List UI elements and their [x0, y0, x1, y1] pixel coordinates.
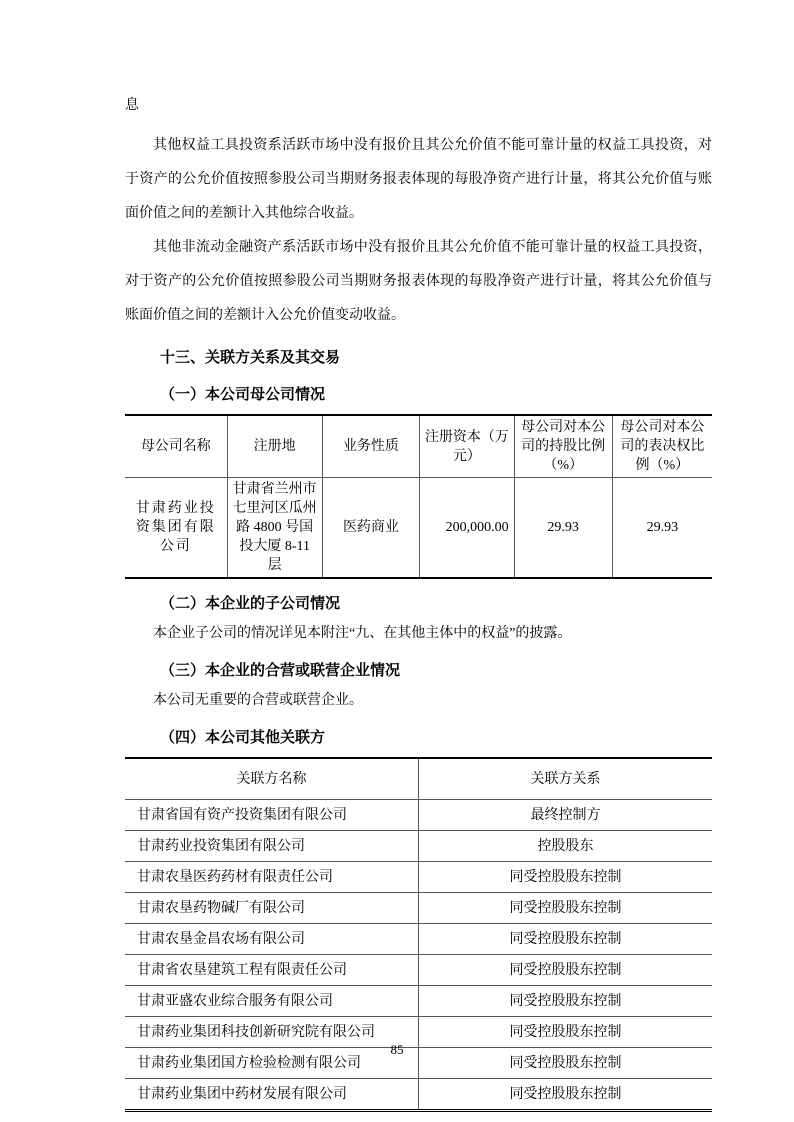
- header-parent-company-name: 母公司名称: [140, 439, 211, 454]
- subsection-heading-parent-company: （一）本公司母公司情况: [160, 387, 326, 403]
- related-party-name-cell: 甘肃农垦药物碱厂有限公司: [125, 893, 419, 924]
- header-related-party-relation: 关联方关系: [419, 758, 713, 800]
- header-shareholding-ratio: 母公司对本公司的持股比例（%）: [514, 415, 612, 478]
- related-party-name-cell: 甘肃药业集团中药材发展有限公司: [137, 1086, 347, 1102]
- header-business-nature: 业务性质: [322, 415, 419, 478]
- page-number: 85: [390, 1042, 404, 1057]
- subsection-heading-subsidiaries: （二）本企业的子公司情况: [160, 596, 341, 612]
- header-related-party-name: 关联方名称: [125, 758, 419, 800]
- related-party-relation-cell: 同受控股股东控制: [419, 893, 713, 924]
- business-nature-cell: 医药商业: [322, 478, 419, 579]
- related-table-header-row: [125, 758, 712, 800]
- paragraph-continuation: 息: [125, 98, 139, 113]
- related-party-relation-cell: 同受控股股东控制: [419, 955, 713, 986]
- related-party-name-cell: 甘肃省国有资产投资集团有限公司: [125, 800, 419, 831]
- related-party-relation-cell: 同受控股股东控制: [419, 1017, 713, 1048]
- table-row: [125, 862, 712, 893]
- related-party-name-cell: 甘肃亚盛农业综合服务有限公司: [125, 986, 419, 1017]
- parent-table-header-row: [125, 415, 712, 478]
- table-row: [125, 986, 712, 1017]
- registered-address-cell: 甘肃省兰州市七里河区瓜州路 4800 号国投大厦 8-11 层: [227, 478, 322, 579]
- related-party-relation-cell: 控股股东: [419, 831, 713, 862]
- table-row: [125, 831, 712, 862]
- header-registered-address: 注册地: [227, 415, 322, 478]
- related-party-relation-cell: 同受控股股东控制: [419, 862, 713, 893]
- table-row: [125, 893, 712, 924]
- related-party-relation-cell: 同受控股股东控制: [419, 924, 713, 955]
- parent-company-name-cell: 甘肃药业投资集团有限公司: [135, 501, 216, 554]
- header-registered-capital: 注册资本（万元）: [420, 415, 515, 478]
- header-voting-ratio: 母公司对本公司的表决权比例（%）: [612, 415, 712, 478]
- related-party-name-cell: 甘肃药业集团国方检验检测有限公司: [125, 1048, 419, 1079]
- related-party-relation-cell: 同受控股股东控制: [419, 1048, 713, 1079]
- subsection-heading-other-related-parties: （四）本公司其他关联方: [160, 730, 326, 746]
- related-party-name-cell: 甘肃省农垦建筑工程有限责任公司: [125, 955, 419, 986]
- voting-ratio-cell: 29.93: [612, 478, 712, 579]
- related-parties-table: [125, 757, 712, 1112]
- related-party-name-cell: 甘肃农垦医药药材有限责任公司: [125, 862, 419, 893]
- parent-table-data-row: [125, 478, 712, 579]
- related-party-relation-cell: 最终控制方: [419, 800, 713, 831]
- table-row: [125, 955, 712, 986]
- subsection-heading-joint-ventures: （三）本企业的合营或联营企业情况: [160, 663, 401, 679]
- paragraph-other-equity-instruments: 其他权益工具投资系活跃市场中没有报价且其公允价值不能可靠计量的权益工具投资，对于资产的公允价值按照参股公司当期财务报表体现的每股净资产进行计量，将其公允价值与账面价值之间的差额计入其他综合收益。: [125, 138, 712, 221]
- parent-company-table: [125, 414, 712, 579]
- subsidiaries-note-text: 本企业子公司的情况详见本附注“九、在其他主体中的权益”的披露。: [153, 626, 572, 641]
- joint-ventures-note-text: 本公司无重要的合营或联营企业。: [153, 693, 363, 708]
- paragraph-other-noncurrent-financial-assets: 其他非流动金融资产系活跃市场中没有报价且其公允价值不能可靠计量的权益工具投资，对于资产的公允价值按照参股公司当期财务报表体现的每股净资产进行计量，将其公允价值与账面价值之间的差额计入公允价值变动收益。: [125, 240, 712, 323]
- shareholding-ratio-cell: 29.93: [514, 478, 612, 579]
- related-party-relation-cell: 同受控股股东控制: [419, 986, 713, 1017]
- related-party-relation-cell: 同受控股股东控制: [419, 1079, 713, 1111]
- related-party-name-cell: 甘肃药业集团科技创新研究院有限公司: [125, 1017, 419, 1048]
- table-row: [125, 1079, 712, 1111]
- related-party-name-cell: 甘肃药业投资集团有限公司: [125, 831, 419, 862]
- section-heading-13-related-parties: 十三、关联方关系及其交易: [160, 350, 341, 366]
- registered-capital-cell: 200,000.00: [420, 478, 515, 579]
- table-row: [125, 800, 712, 831]
- related-party-name-cell: 甘肃农垦金昌农场有限公司: [125, 924, 419, 955]
- table-row: [125, 924, 712, 955]
